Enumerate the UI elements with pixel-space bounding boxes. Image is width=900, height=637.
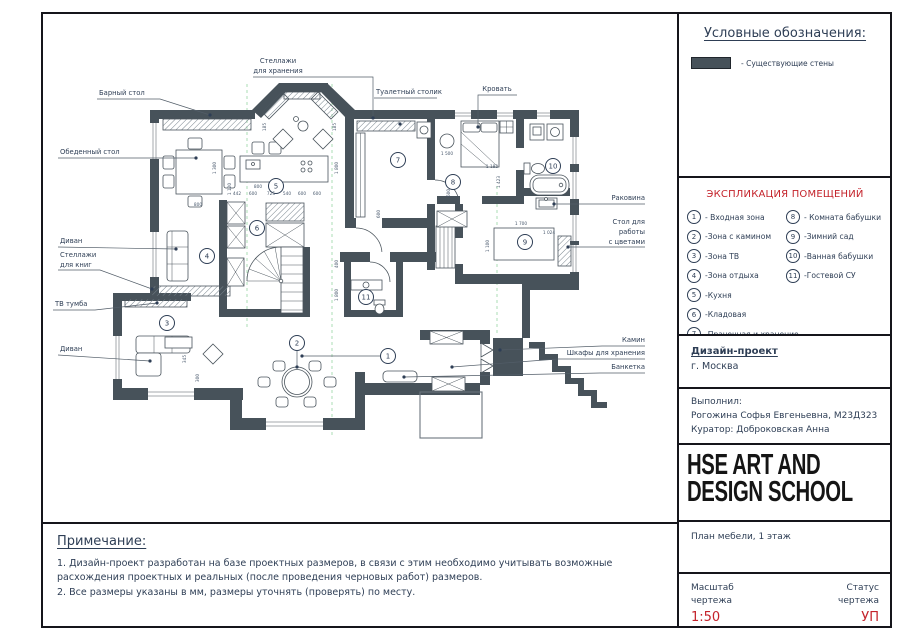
leader-dot xyxy=(194,156,197,159)
plan-label: для книг xyxy=(60,261,92,269)
plan-label: Банкетка xyxy=(611,363,645,371)
spiral-staircase xyxy=(247,247,303,313)
explication-item xyxy=(687,308,786,322)
dimension-text: 400 xyxy=(335,259,340,269)
plan-label: Туалетный столик xyxy=(376,88,442,96)
explication-column-left xyxy=(687,210,786,347)
dimension-text: 345 xyxy=(183,354,188,364)
room-number-badge: 1 xyxy=(687,210,701,224)
room-circle-number: 10 xyxy=(548,162,558,171)
dimension-text: 800 xyxy=(253,185,263,190)
sofa-lounge xyxy=(167,231,188,281)
round-table xyxy=(282,367,312,397)
washer xyxy=(547,124,563,140)
toilet xyxy=(524,163,530,174)
plan-label: ТВ тумба xyxy=(55,300,88,308)
notes-section xyxy=(43,522,677,626)
status-value: УП xyxy=(861,610,879,626)
leader-dot xyxy=(150,287,153,290)
dimension-text: 600 xyxy=(297,192,307,197)
project-section xyxy=(679,334,891,387)
dimension-text: 442 xyxy=(232,192,242,197)
school-logo xyxy=(687,449,853,508)
room-circle-number: 2 xyxy=(294,339,300,348)
room-circle-number: 7 xyxy=(395,156,401,165)
explication-item xyxy=(687,249,786,263)
explication-item xyxy=(786,230,887,244)
room-circle-number: 9 xyxy=(522,238,528,247)
leader-dot xyxy=(402,375,405,378)
chair xyxy=(276,397,288,407)
scale-block xyxy=(691,582,734,625)
plan-label: Диван xyxy=(60,345,83,353)
leader-dot xyxy=(398,122,401,125)
explication-item xyxy=(786,269,887,283)
dimension-text: 1 182 xyxy=(485,165,499,170)
scale-value: 1:50 xyxy=(691,610,721,626)
dimension-text: 185 xyxy=(263,122,268,132)
drawing-title-section xyxy=(679,520,891,572)
plan-label: работы xyxy=(618,228,645,236)
room-number-badge: 5 xyxy=(687,288,701,302)
dimension-text: 300 xyxy=(196,373,201,383)
leader-dot xyxy=(174,247,177,250)
leader-dot xyxy=(476,125,479,128)
legend-row xyxy=(691,57,891,69)
dimension-text: 1 300 xyxy=(213,161,218,175)
room-name-label: -Зона отдыха xyxy=(705,271,759,280)
dimension-text: 1 700 xyxy=(514,222,528,227)
plan-label: для хранения xyxy=(253,67,303,75)
dimension-text: 540 xyxy=(282,192,292,197)
room-circle-number: 11 xyxy=(361,293,371,302)
room-number-badge: 2 xyxy=(687,230,701,244)
plan-label: Шкафы для хранения xyxy=(566,349,645,357)
room-name-label: -Зона с камином xyxy=(705,232,772,241)
leader-dot xyxy=(450,365,453,368)
label-leader xyxy=(404,373,645,377)
chair xyxy=(258,377,270,387)
dimension-text: 1 800 xyxy=(335,161,340,175)
room-circle-number: 4 xyxy=(204,252,210,261)
leader-dot xyxy=(566,245,569,248)
dimension-text: 1 423 xyxy=(497,175,502,189)
dimension-text: 1 500 xyxy=(440,152,454,157)
dimension-text: 800 xyxy=(193,203,203,208)
existing-wall-label: - Существующие стены xyxy=(741,58,834,68)
leader-dot xyxy=(148,359,151,362)
turning-circle xyxy=(440,134,454,148)
room-name-label: -Гостевой СУ xyxy=(804,271,856,280)
leader-dot xyxy=(498,348,501,351)
side-table xyxy=(298,121,308,131)
dimension-text: 600 xyxy=(377,209,382,219)
dimension-text: 1 024 xyxy=(542,231,556,236)
dimension-text: 600 xyxy=(447,188,452,198)
explication-item xyxy=(687,269,786,283)
dimension-text: 600 xyxy=(312,192,322,197)
porch xyxy=(420,392,482,438)
logo-section xyxy=(679,443,891,520)
logo-line-1: HSE ART AND xyxy=(687,449,821,481)
plan-label: Кровать xyxy=(482,85,512,93)
plan-label: Раковина xyxy=(611,194,645,202)
room-number-badge: 3 xyxy=(687,249,701,263)
leader-dot xyxy=(552,202,555,205)
leader-dot xyxy=(295,365,298,368)
executor-section xyxy=(679,387,891,443)
coffee-table xyxy=(165,337,192,348)
bookshelf xyxy=(152,286,230,296)
leader-dot xyxy=(300,354,303,357)
room-name-label: -Кладовая xyxy=(705,310,747,319)
dimension-text: 725 xyxy=(266,192,276,197)
drawing-title: План мебели, 1 этаж xyxy=(691,532,791,542)
dimension-text: 1 800 xyxy=(335,288,340,302)
room-circle-number: 8 xyxy=(450,178,456,187)
notes-title: Примечание: xyxy=(57,534,147,549)
cabinet xyxy=(530,124,544,140)
scale-status-section xyxy=(679,572,891,626)
explication-item xyxy=(786,210,887,224)
explication-item xyxy=(786,249,887,263)
leader-dot xyxy=(155,301,158,304)
vanity-table xyxy=(357,121,415,131)
entry-door-icon xyxy=(481,343,493,357)
room-number-badge: 9 xyxy=(786,230,800,244)
room-circle-number: 5 xyxy=(273,182,279,191)
room-name-label: -Ванная бабушки xyxy=(804,251,874,261)
room-name-label: - Комната бабушки xyxy=(804,212,882,222)
dimension-text: 600 xyxy=(248,192,258,197)
plan-label: Стеллажи xyxy=(60,251,97,259)
room-name-label: -Зимний сад xyxy=(804,232,854,241)
legend-title: Условные обозначения: xyxy=(703,26,867,41)
room-number-badge: 8 xyxy=(786,210,800,224)
room-number-badge: 4 xyxy=(687,269,701,283)
plan-label: с цветами xyxy=(608,238,645,246)
leader-dot xyxy=(208,113,211,116)
plan-label: Стол для xyxy=(612,218,645,226)
chair xyxy=(273,361,285,371)
shelf xyxy=(266,203,304,221)
notes-lines xyxy=(57,557,663,600)
project-city: г. Москва xyxy=(691,361,739,372)
chair xyxy=(309,361,321,371)
room-circle-number: 1 xyxy=(385,352,391,361)
room-name-label: - Входная зона xyxy=(705,212,765,222)
scale-label-1: Масштаб xyxy=(691,583,734,593)
plant-table xyxy=(558,236,571,266)
dimension-text: 1 120 xyxy=(228,182,233,196)
plan-label: Камин xyxy=(622,336,645,344)
armchair xyxy=(203,344,223,364)
room-number-badge: 10 xyxy=(786,249,800,263)
status-label-1: Статус xyxy=(846,583,879,593)
executor-name: Рогожина Софья Евгеньевна, М23Д323 xyxy=(691,410,878,421)
bar-table xyxy=(163,119,251,130)
existing-wall-swatch xyxy=(691,57,731,69)
plan-label: Барный стол xyxy=(99,89,145,97)
chair xyxy=(324,377,336,387)
note-line: 1. Дизайн-проект разработан на базе проектных размеров, в связи с этим необходимо учитывать возможные расхождения проектных и реальных (после проведения черновых работ) размеров. xyxy=(57,558,613,584)
plan-label: Диван xyxy=(60,237,83,245)
project-type: Дизайн-проект xyxy=(691,346,778,357)
chair xyxy=(304,397,316,407)
washer xyxy=(417,122,431,138)
explication-column-right xyxy=(786,210,887,347)
scale-label-2: чертежа xyxy=(691,595,732,606)
status-label-2: чертежа xyxy=(838,595,879,606)
explication-title: ЭКСПЛИКАЦИЯ ПОМЕЩЕНИЙ xyxy=(706,189,864,200)
bar-stool xyxy=(252,142,264,154)
curator-name: Куратор: Доброковская Анна xyxy=(691,424,830,435)
room-number-badge: 6 xyxy=(687,308,701,322)
note-line: 2. Все размеры указаны в мм, размеры уточнять (проверять) по месту. xyxy=(57,586,416,598)
dimension-text: 1 100 xyxy=(486,239,491,253)
room-circle-number: 6 xyxy=(254,224,260,233)
explication-item xyxy=(687,230,786,244)
logo-line-2: DESIGN SCHOOL xyxy=(687,475,853,508)
plan-label: Обеденный стол xyxy=(60,148,120,156)
explication-section xyxy=(679,176,891,334)
room-name-label: -Зона ТВ xyxy=(705,251,740,261)
explication-item xyxy=(687,288,786,302)
executor-label: Выполнил: xyxy=(691,397,742,407)
room-number-badge: 11 xyxy=(786,269,800,283)
legend-section xyxy=(679,14,891,176)
armchair xyxy=(313,129,333,149)
vanity-sink xyxy=(351,280,382,290)
status-block xyxy=(838,582,879,625)
room-circle-number: 3 xyxy=(164,319,170,328)
explication-item xyxy=(687,210,786,224)
room-name-label: -Кухня xyxy=(705,290,732,300)
label-leader xyxy=(58,270,152,289)
explication-columns xyxy=(679,200,891,347)
plan-label: Стеллажи xyxy=(259,57,297,65)
leader-dot xyxy=(371,116,374,119)
dimension-text: 185 xyxy=(333,122,338,132)
